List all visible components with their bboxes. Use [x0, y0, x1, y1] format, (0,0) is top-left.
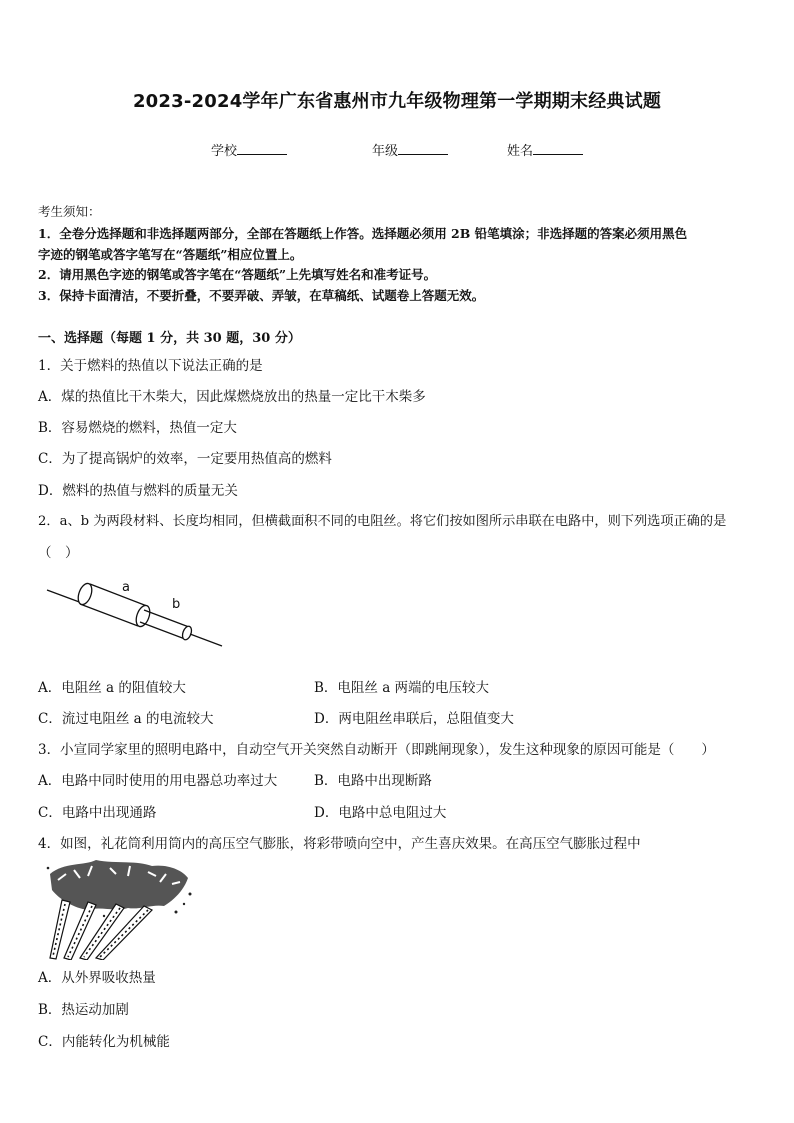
question-stem: 1．关于燃料的热值以下说法正确的是: [38, 358, 263, 374]
school-blank: [237, 140, 287, 155]
notice-item: 字迹的钢笔或答字笔写在“答题纸”相应位置上。: [38, 247, 303, 262]
option: D．电路中总电阻过大: [314, 805, 447, 821]
notice-heading: 考生须知：: [38, 204, 101, 219]
name-blank: [533, 140, 583, 155]
school-label: 学校: [211, 144, 238, 159]
label-b: b: [172, 597, 181, 612]
option: C．电路中出现通路: [38, 805, 157, 821]
option: B．电路中出现断路: [314, 773, 432, 789]
notice-item: 1．全卷分选择题和非选择题两部分，全部在答题纸上作答。选择题必须用 2B 铅笔填涂；非选择题的答案必须用黑色: [38, 226, 688, 241]
option: A．从外界吸收热量: [38, 970, 156, 986]
resistor-wire-figure: [40, 570, 230, 655]
option: C．内能转化为机械能: [38, 1034, 170, 1050]
question-stem-cont: （ ）: [38, 545, 79, 561]
school-field: [211, 140, 287, 159]
notice-item: 3．保持卡面清洁，不要折叠，不要弄破、弄皱，在草稿纸、试题卷上答题无效。: [38, 288, 485, 303]
notice-item: 2．请用黑色字迹的钢笔或答字笔在“答题纸”上先填写姓名和准考证号。: [38, 267, 437, 282]
option: A．电路中同时使用的用电器总功率过大: [38, 773, 278, 789]
label-a: a: [122, 580, 130, 595]
option: D．燃料的热值与燃料的质量无关: [38, 483, 238, 499]
option: C．流过电阻丝 a 的电流较大: [38, 711, 214, 727]
party-popper-figure: [44, 860, 192, 960]
grade-blank: [398, 140, 448, 155]
option: B．容易燃烧的燃料，热值一定大: [38, 420, 237, 436]
name-field: [507, 140, 583, 159]
option: C．为了提高锅炉的效率，一定要用热值高的燃料: [38, 451, 332, 467]
exam-title: 2023-2024学年广东省惠州市九年级物理第一学期期末经典试题: [132, 91, 662, 112]
grade-field: [372, 140, 448, 159]
question-stem: 2．a、b 为两段材料、长度均相同，但横截面积不同的电阻丝。将它们按如图所示串联在电路中，则下列选项正确的是: [38, 514, 727, 529]
question-stem: 3．小宣同学家里的照明电路中，自动空气开关突然自动断开（即跳闸现象），发生这种现象的原因可能是（ ）: [38, 742, 715, 758]
option: A．煤的热值比干木柴大，因此煤燃烧放出的热量一定比干木柴多: [38, 389, 426, 405]
option: D．两电阻丝串联后，总阻值变大: [314, 711, 514, 727]
option: B．电阻丝 a 两端的电压较大: [314, 680, 490, 696]
section-title: 一、选择题（每题 1 分，共 30 题，30 分）: [38, 331, 301, 346]
option: B．热运动加剧: [38, 1002, 129, 1018]
option: A．电阻丝 a 的阻值较大: [38, 680, 186, 696]
name-label: 姓名: [507, 144, 534, 159]
question-stem: 4．如图，礼花筒利用筒内的高压空气膨胀，将彩带喷向空中，产生喜庆效果。在高压空气膨胀过程中: [38, 836, 641, 852]
grade-label: 年级: [372, 144, 399, 159]
